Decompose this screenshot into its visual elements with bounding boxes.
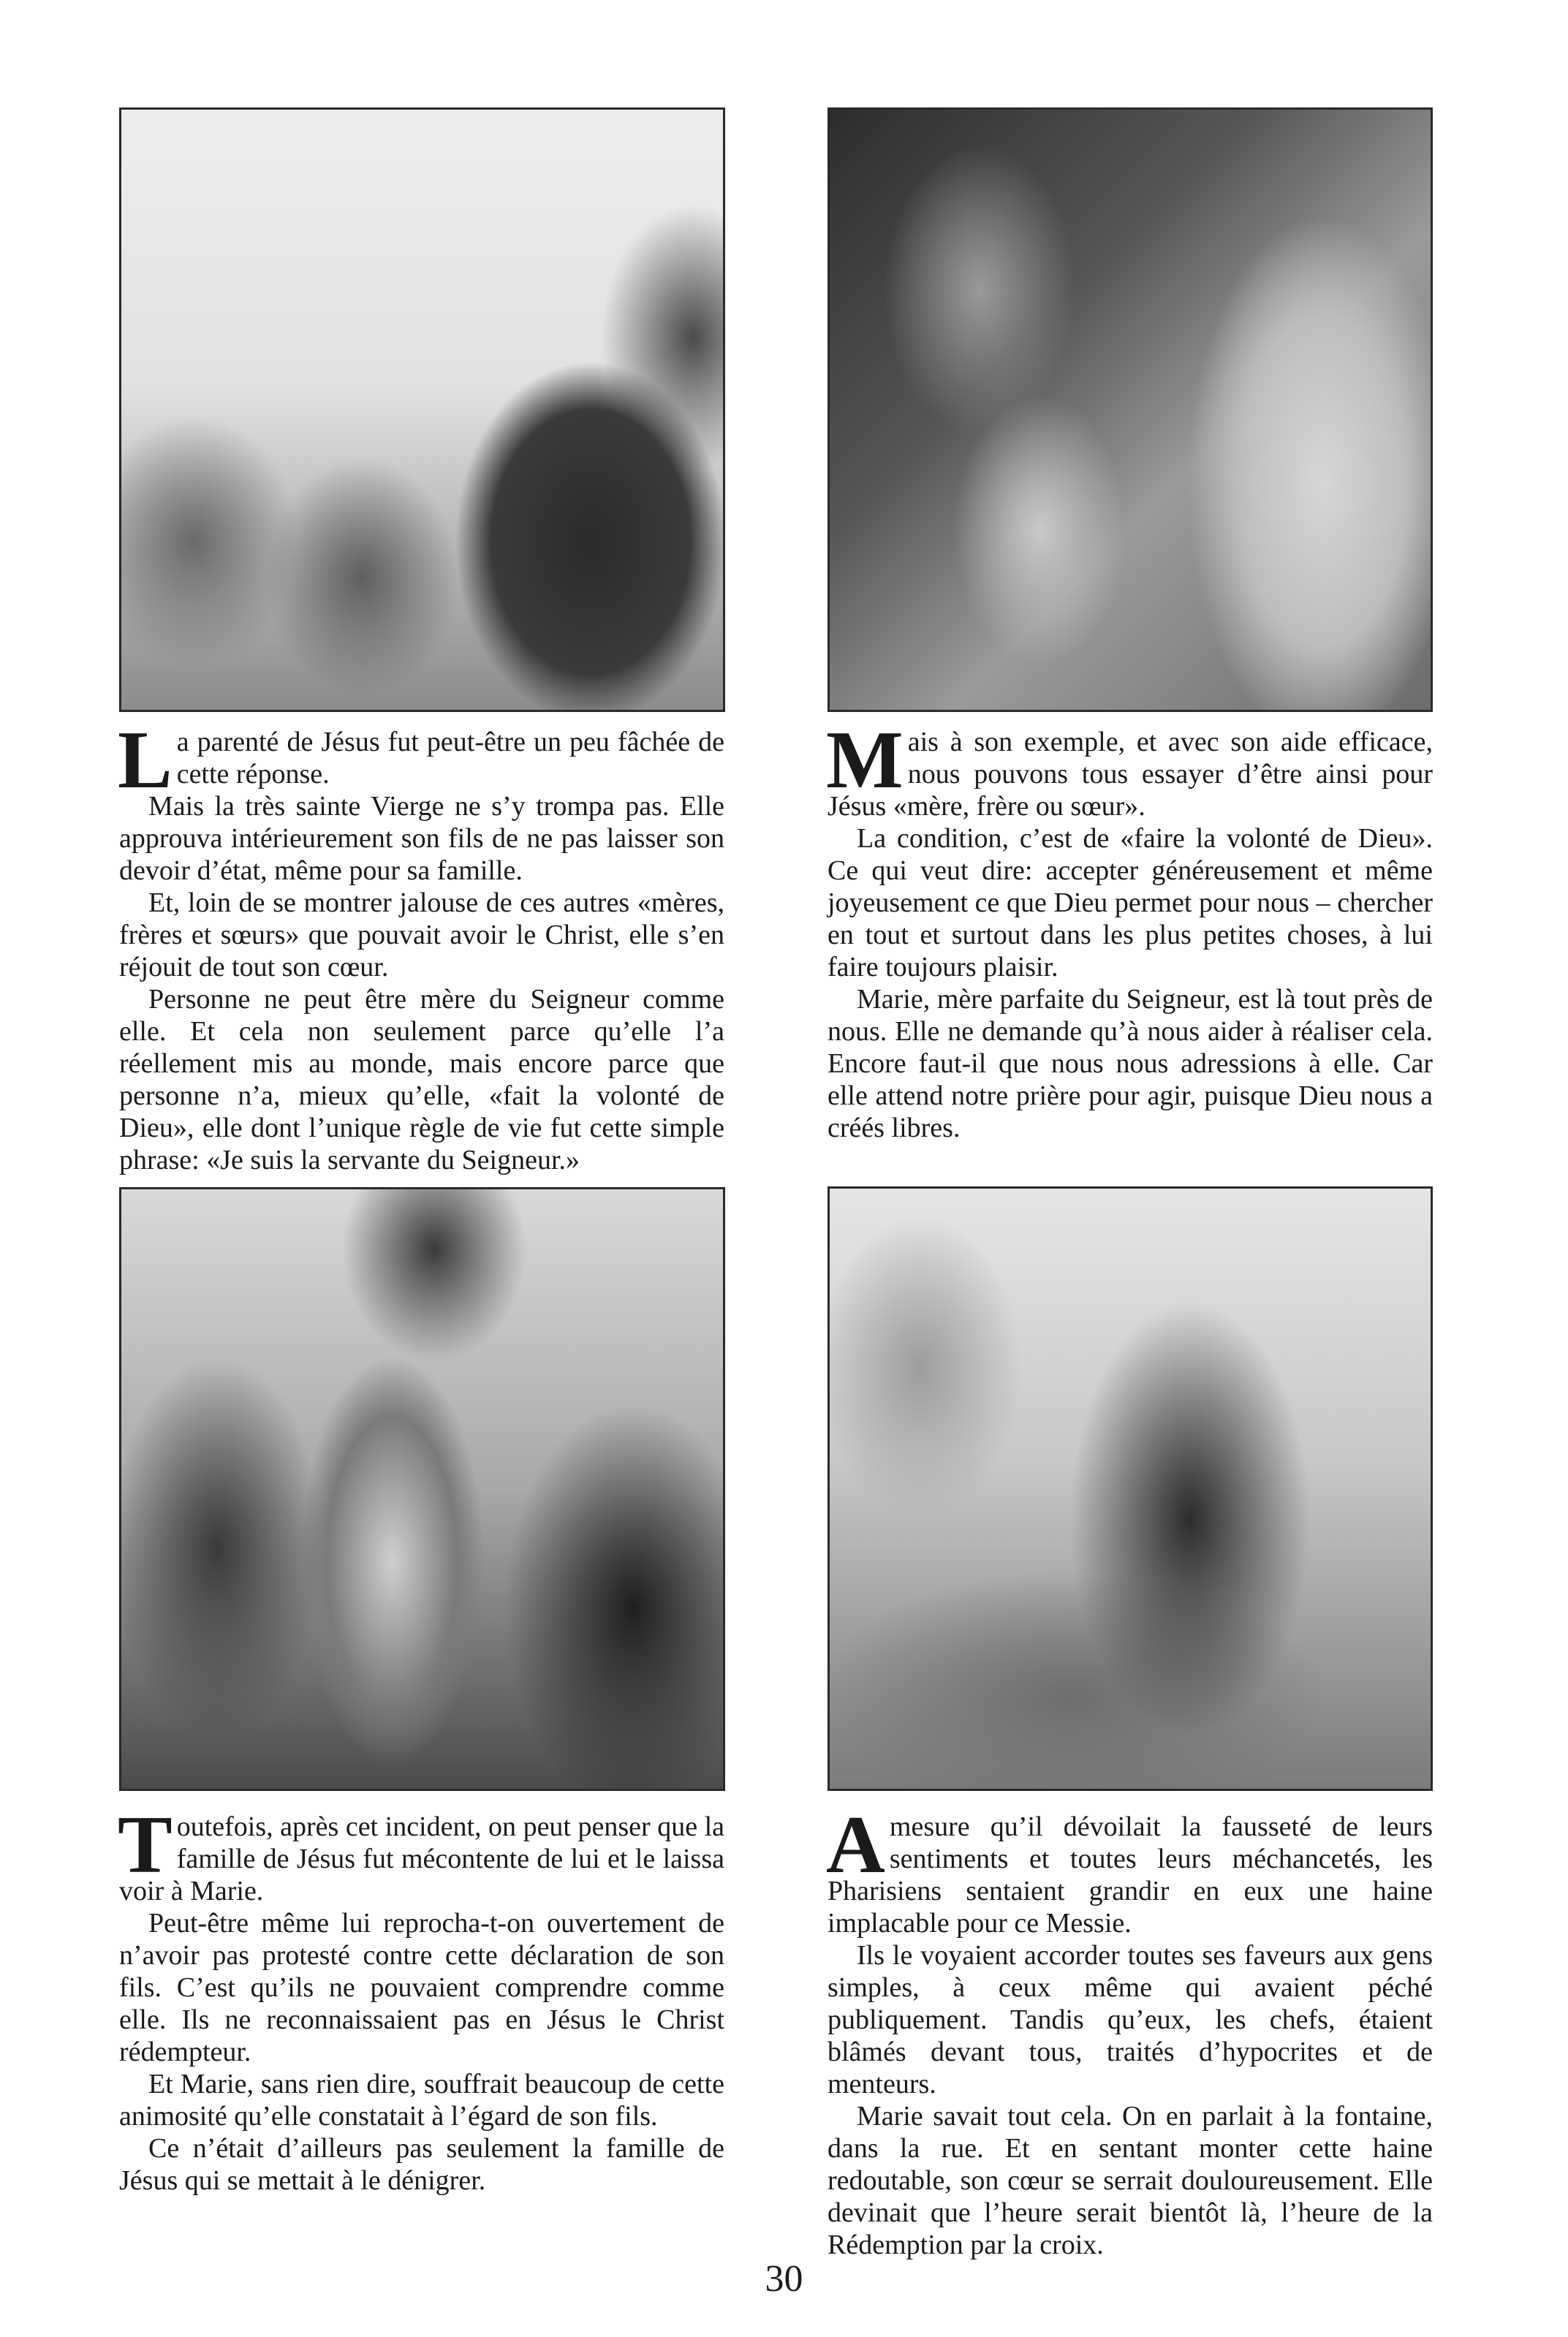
illustration-jesus-with-child: [827, 107, 1433, 712]
paragraph: La condition, c’est de «faire la volonté de Dieu». Ce qui veut dire: accepter généreusement et même joyeusement ce que Dieu permet pour nous – chercher en tout et surtout dans les plus petites choses, à lui faire toujours plaisir.: [827, 823, 1433, 982]
drop-cap: A: [826, 1800, 885, 1890]
text-section-4: [826, 1800, 1433, 2261]
paragraph: [118, 1800, 724, 1907]
paragraph: Ce n’était d’ailleurs pas seulement la famille de Jésus qui se mettait à le dénigrer.: [119, 2133, 724, 2196]
drop-cap: T: [118, 1800, 173, 1890]
illustration-description: [830, 1762, 1431, 1789]
paragraph: [826, 1800, 1433, 1939]
illustration-family-complaining: [119, 1187, 725, 1791]
drop-cap: M: [826, 715, 904, 806]
paragraph: Personne ne peut être mère du Seigneur comme elle. Et cela non seulement parce qu’elle l’a réellement mis au monde, mais encore parce que personne n’a, mieux qu’elle, «fait la volonté de Dieu», elle dont l’unique règle de vie fut cette simple phrase: «Je suis la servante du Seigneur.»: [119, 984, 724, 1175]
illustration-praying-mary: [119, 107, 725, 712]
paragraph: [118, 715, 724, 806]
page-number: 30: [765, 2258, 803, 2300]
paragraph: [826, 715, 1433, 822]
illustration-shading: [121, 1189, 723, 1789]
paragraph: Mais la très sainte Vierge ne s’y trompa pas. Elle approuva intérieurement son fils de ne pas laisser son devoir d’état, même pour sa famille.: [119, 791, 724, 886]
drop-cap: L: [118, 715, 173, 806]
text-section-2: [826, 715, 1433, 1144]
paragraph: Marie, mère parfaite du Seigneur, est là tout près de nous. Elle ne demande qu’à nous aider à réaliser cela. Encore faut-il que nous nous adressions à elle. Car elle attend notre prière pour agir, puisque Dieu nous a créés libres.: [827, 984, 1433, 1143]
illustration-description: [121, 1762, 723, 1789]
illustration-jesus-preaching: [827, 1186, 1433, 1791]
paragraph-text: a parenté de Jésus fut peut-être un peu fâchée de cette réponse.: [176, 727, 724, 789]
text-section-1: [118, 715, 724, 1176]
paragraph: Ils le voyaient accorder toutes ses faveurs aux gens simples, à ceux même qui avaient péché publiquement. Tandis qu’eux, les chefs, étaient blâmés devant tous, traités d’hypocrites et de menteurs.: [827, 1940, 1433, 2099]
paragraph-text: mesure qu’il dévoilait la fausseté de leurs sentiments et toutes leurs méchancetés, les Pharisiens sentaient grandir en eux une haine implacable pour ce Messie.: [827, 1811, 1433, 1939]
text-section-3: [118, 1800, 724, 2197]
paragraph: Marie savait tout cela. On en parlait à la fontaine, dans la rue. Et en sentant monter cette haine redoutable, son cœur se serrait douloureusement. Elle devinait que l’heure serait bientôt là, l’heure de la Rédemption par la croix.: [827, 2101, 1433, 2260]
paragraph: Peut-être même lui reprocha-t-on ouvertement de n’avoir pas protesté contre cette déclaration de son fils. C’est qu’ils ne pouvaient comprendre comme elle. Ils ne reconnaissaient pas en Jésus le Christ rédempteur.: [119, 1908, 724, 2067]
paragraph-text: outefois, après cet incident, on peut penser que la famille de Jésus fut mécontente de lui et le laissa voir à Marie.: [119, 1811, 724, 1906]
illustration-description: [121, 667, 723, 710]
illustration-description: [830, 683, 1431, 710]
paragraph: Et Marie, sans rien dire, souffrait beaucoup de cette animosité qu’elle constatait à l’égard de son fils.: [119, 2069, 724, 2132]
paragraph: Et, loin de se montrer jalouse de ces autres «mères, frères et sœurs» que pouvait avoir le Christ, elle s’en réjouit de tout son cœur.: [119, 887, 724, 982]
illustration-shading: [830, 1189, 1431, 1789]
illustration-shading: [830, 110, 1431, 710]
illustration-shading: [121, 110, 723, 710]
paragraph-text: ais à son exemple, et avec son aide efficace, nous pouvons tous essayer d’être ainsi pour Jésus «mère, frère ou sœur».: [827, 727, 1433, 822]
